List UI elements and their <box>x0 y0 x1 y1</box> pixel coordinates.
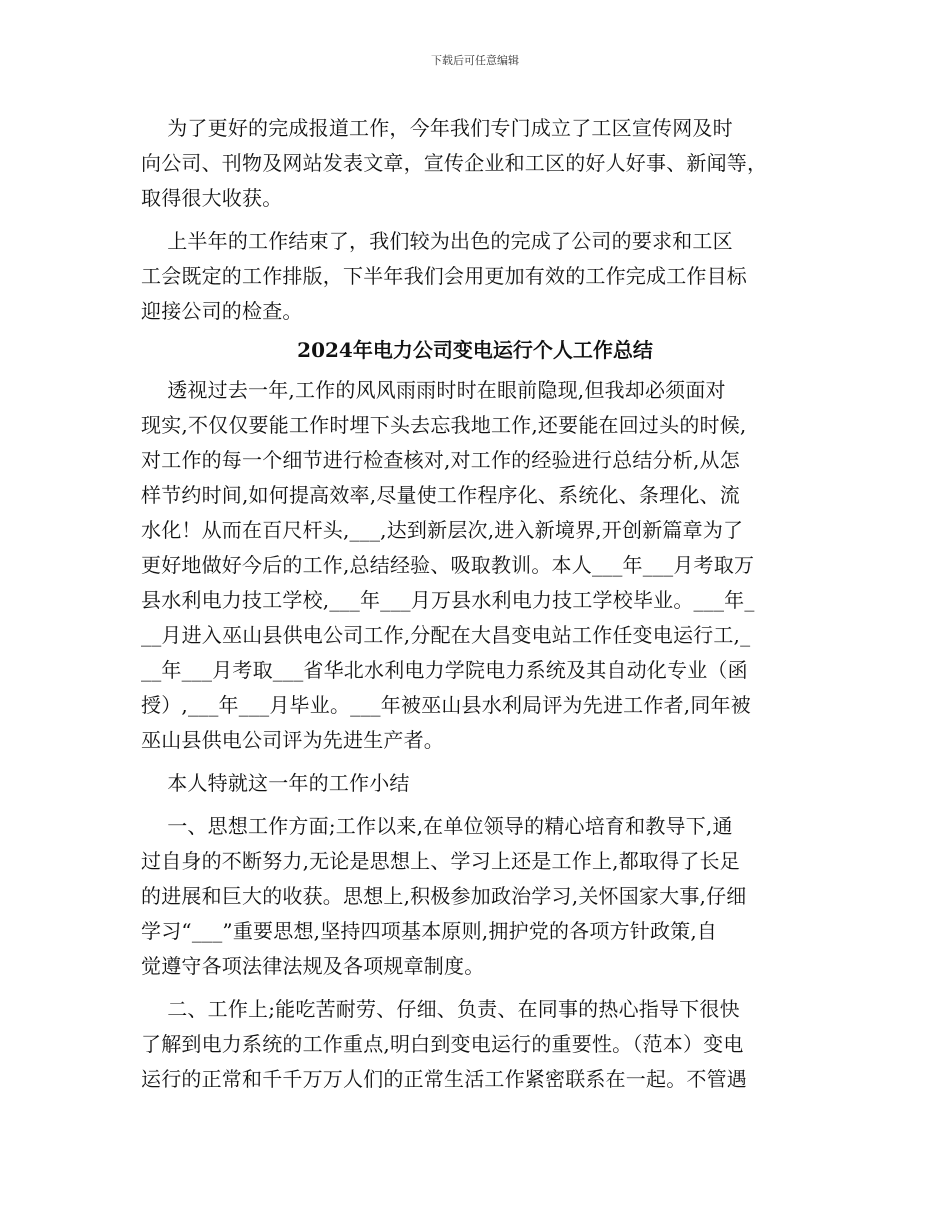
text-line: 现实,不仅仅要能工作时埋下头去忘我地工作,还要能在回过头的时候, <box>141 413 747 437</box>
text-line: 为了更好的完成报道工作，今年我们专门成立了工区宣传网及时 <box>141 116 733 140</box>
text-line: 本人特就这一年的工作小结 <box>141 771 410 795</box>
text-line: 迎接公司的检查。 <box>141 299 303 323</box>
text-line: 学习“___”重要思想,坚持四项基本原则,拥护党的各项方针政策,自 <box>141 919 718 943</box>
text-line: 对工作的每一个细节进行检查核对,对工作的经验进行总结分析,从怎 <box>141 448 740 472</box>
text-line: 工会既定的工作排版，下半年我们会用更加有效的工作完成工作目标 <box>141 264 747 288</box>
page-header: 下载后可任意编辑 <box>431 54 519 67</box>
text-line: 的进展和巨大的收获。思想上,积极参加政治学习,关怀国家大事,仔细 <box>141 884 747 908</box>
text-line: 取得很大收获。 <box>141 186 283 210</box>
text-line: 过自身的不断努力,无论是思想上、学习上还是工作上,都取得了长足 <box>141 849 740 873</box>
document-title: 2024年电力公司变电运行个人工作总结 <box>297 338 653 362</box>
text-line: 更好地做好今后的工作,总结经验、吸取教训。本人___年___月考取万 <box>141 553 755 577</box>
text-line: 透视过去一年,工作的风风雨雨时时在眼前隐现,但我却必须面对 <box>141 378 726 402</box>
text-line: 样节约时间,如何提高效率,尽量使工作程序化、系统化、条理化、流 <box>141 483 740 507</box>
text-line: 向公司、刊物及网站发表文章，宣传企业和工区的好人好事、新闻等， <box>141 151 768 175</box>
text-line: 水化！从而在百尺杆头,___,达到新层次,进入新境界,开创新篇章为了 <box>141 518 744 542</box>
text-line: __月进入巫山县供电公司工作,分配在大昌变电站工作任变电运行工,_ <box>141 623 751 647</box>
text-line: 了解到电力系统的工作重点,明白到变电运行的重要性。（范本）变电 <box>141 1032 744 1056</box>
text-line: __年___月考取___省华北水利电力学院电力系统及其自动化专业（函 <box>141 658 748 682</box>
text-line: 授）,___年___月毕业。___年被巫山县水利局评为先进工作者,同年被 <box>141 693 751 717</box>
text-line: 上半年的工作结束了，我们较为出色的完成了公司的要求和工区 <box>141 229 733 253</box>
text-line: 一、思想工作方面;工作以来,在单位领导的精心培育和教导下,通 <box>141 814 733 838</box>
text-line: 巫山县供电公司评为先进生产者。 <box>141 728 444 752</box>
text-line: 二、工作上;能吃苦耐劳、仔细、负责、在同事的热心指导下很快 <box>141 997 740 1021</box>
text-line: 县水利电力技工学校,___年___月万县水利电力技工学校毕业。___年_ <box>141 588 755 612</box>
text-line: 运行的正常和千千万万人们的正常生活工作紧密联系在一起。不管遇 <box>141 1067 747 1091</box>
text-line: 觉遵守各项法律法规及各项规章制度。 <box>141 954 485 978</box>
